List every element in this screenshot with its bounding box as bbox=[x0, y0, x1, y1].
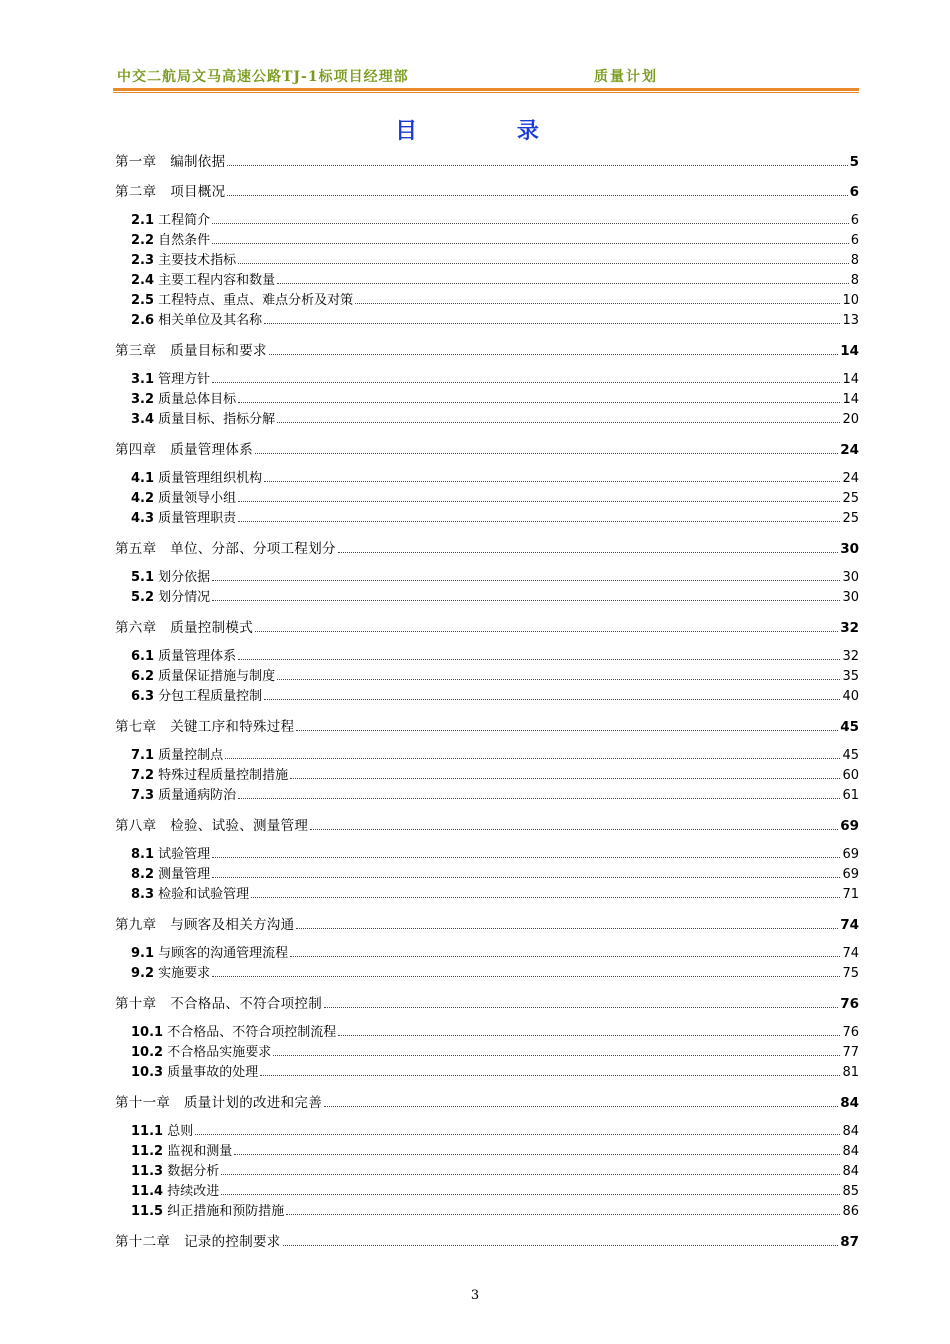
toc-section-entry[interactable] bbox=[131, 249, 859, 268]
toc-section-title: 持续改进 bbox=[167, 1184, 220, 1199]
toc-entry-label bbox=[131, 883, 249, 902]
dot-leader bbox=[212, 877, 840, 878]
toc-page-number: 61 bbox=[842, 788, 859, 803]
dot-leader bbox=[238, 521, 840, 522]
dot-leader bbox=[238, 501, 840, 502]
toc-section-title: 质量事故的处理 bbox=[167, 1065, 259, 1080]
toc-page-number: 60 bbox=[842, 768, 859, 783]
toc-page-number: 69 bbox=[842, 867, 859, 882]
toc-page-number: 84 bbox=[842, 1124, 859, 1139]
toc-section-number: 8.1 bbox=[131, 847, 155, 862]
toc-page-number: 25 bbox=[842, 491, 859, 506]
toc-section-title: 质量通病防治 bbox=[158, 788, 237, 803]
toc-section-entry[interactable] bbox=[131, 1200, 859, 1219]
toc-section-entry[interactable] bbox=[131, 309, 859, 328]
toc-section-number: 8.2 bbox=[131, 867, 155, 882]
header-rule-thin bbox=[113, 92, 859, 93]
toc-chapter-entry[interactable] bbox=[115, 715, 859, 735]
dot-leader bbox=[296, 730, 838, 731]
toc-entry-label bbox=[131, 309, 262, 328]
toc-page-number: 77 bbox=[842, 1045, 859, 1060]
toc-chapter-entry[interactable] bbox=[115, 438, 859, 458]
toc-section-number: 6.3 bbox=[131, 689, 155, 704]
toc-entry-label bbox=[131, 1120, 193, 1139]
toc-page-number: 71 bbox=[842, 887, 859, 902]
toc-section-entry[interactable] bbox=[131, 566, 859, 585]
dot-leader bbox=[260, 1075, 840, 1076]
toc-page-number: 69 bbox=[840, 818, 859, 834]
toc-section-entry[interactable] bbox=[131, 1041, 859, 1060]
toc-section-number: 2.2 bbox=[131, 233, 155, 248]
toc-section-title: 自然条件 bbox=[158, 233, 211, 248]
toc-section-number: 3.4 bbox=[131, 412, 155, 427]
toc-chapter-title: 第二章 项目概况 bbox=[115, 184, 226, 200]
toc-section-number: 10.1 bbox=[131, 1025, 164, 1040]
dot-leader bbox=[324, 1007, 838, 1008]
toc-entry-label bbox=[131, 1140, 232, 1159]
dot-leader bbox=[338, 1035, 840, 1036]
toc-section-title: 数据分析 bbox=[167, 1164, 220, 1179]
toc-section-title: 纠正措施和预防措施 bbox=[167, 1204, 285, 1219]
toc-section-title: 质量保证措施与制度 bbox=[158, 669, 276, 684]
toc-page-number: 74 bbox=[840, 917, 859, 933]
toc-section-number: 3.2 bbox=[131, 392, 155, 407]
toc-section-number: 7.3 bbox=[131, 788, 155, 803]
toc-entry-label bbox=[131, 744, 223, 763]
toc-page-number: 6 bbox=[850, 233, 859, 248]
toc-chapter-title: 第十二章 记录的控制要求 bbox=[115, 1234, 281, 1250]
toc-entry-label bbox=[131, 249, 236, 268]
toc-chapter-title: 第七章 关键工序和特殊过程 bbox=[115, 719, 295, 735]
toc-page-number: 40 bbox=[842, 689, 859, 704]
toc-entry-label bbox=[131, 507, 236, 526]
toc-page-number: 74 bbox=[842, 946, 859, 961]
toc-section-entry[interactable] bbox=[131, 1180, 859, 1199]
toc-page-number: 84 bbox=[842, 1144, 859, 1159]
dot-leader bbox=[310, 829, 838, 830]
toc-section-title: 测量管理 bbox=[158, 867, 211, 882]
toc-section-title: 主要技术指标 bbox=[158, 253, 237, 268]
toc-section-number: 2.4 bbox=[131, 273, 155, 288]
toc-section-title: 总则 bbox=[167, 1124, 194, 1139]
toc-chapter-entry[interactable] bbox=[115, 339, 859, 359]
toc-section-entry[interactable] bbox=[131, 1160, 859, 1179]
toc-section-title: 工程简介 bbox=[158, 213, 211, 228]
toc-entry-label bbox=[131, 1200, 284, 1219]
toc-page-number: 75 bbox=[842, 966, 859, 981]
toc-page-number: 86 bbox=[842, 1204, 859, 1219]
toc-section-number: 2.3 bbox=[131, 253, 155, 268]
toc-section-entry[interactable] bbox=[131, 843, 859, 862]
toc-chapter-entry[interactable] bbox=[115, 992, 859, 1012]
dot-leader bbox=[277, 679, 840, 680]
toc-section-title: 相关单位及其名称 bbox=[158, 313, 263, 328]
toc-section-number: 8.3 bbox=[131, 887, 155, 902]
toc-section-title: 检验和试验管理 bbox=[158, 887, 250, 902]
dot-leader bbox=[212, 223, 849, 224]
toc-section-number: 10.2 bbox=[131, 1045, 164, 1060]
dot-leader bbox=[195, 1134, 840, 1135]
toc-entry-label bbox=[131, 843, 210, 862]
toc-entry-label bbox=[131, 368, 210, 387]
dot-leader bbox=[264, 481, 840, 482]
toc-section-title: 试验管理 bbox=[158, 847, 211, 862]
toc-chapter-entry[interactable] bbox=[115, 150, 859, 170]
toc-section-entry[interactable] bbox=[131, 645, 859, 664]
toc-entry-label bbox=[131, 645, 236, 664]
toc-section-entry[interactable] bbox=[131, 665, 859, 684]
toc-page-number: 5 bbox=[849, 154, 859, 170]
toc-page-number: 35 bbox=[842, 669, 859, 684]
dot-leader bbox=[283, 1245, 839, 1246]
dot-leader bbox=[212, 976, 840, 977]
dot-leader bbox=[277, 422, 840, 423]
toc-entry-label bbox=[131, 942, 288, 961]
toc-section-title: 实施要求 bbox=[158, 966, 211, 981]
toc-section-title: 不合格品、不符合项控制流程 bbox=[167, 1025, 337, 1040]
toc-section-number: 7.1 bbox=[131, 748, 155, 763]
toc-section-number: 11.5 bbox=[131, 1204, 164, 1219]
toc-chapter-title: 第十一章 质量计划的改进和完善 bbox=[115, 1095, 322, 1111]
toc-section-number: 10.3 bbox=[131, 1065, 164, 1080]
dot-leader bbox=[290, 956, 840, 957]
toc-page-number: 85 bbox=[842, 1184, 859, 1199]
toc-section-number: 3.1 bbox=[131, 372, 155, 387]
toc-section-entry[interactable] bbox=[131, 883, 859, 902]
toc-section-title: 工程特点、重点、难点分析及对策 bbox=[158, 293, 354, 308]
toc-section-entry[interactable] bbox=[131, 368, 859, 387]
toc-chapter-title: 第九章 与顾客及相关方沟通 bbox=[115, 917, 295, 933]
dot-leader bbox=[338, 552, 838, 553]
dot-leader bbox=[238, 659, 840, 660]
dot-leader bbox=[273, 1055, 840, 1056]
toc-section-number: 4.1 bbox=[131, 471, 155, 486]
dot-leader bbox=[212, 243, 849, 244]
toc-section-title: 质量管理组织机构 bbox=[158, 471, 263, 486]
page-header bbox=[113, 64, 859, 86]
toc-section-title: 质量控制点 bbox=[158, 748, 224, 763]
toc-entry-label bbox=[131, 1021, 336, 1040]
toc-section-title: 分包工程质量控制 bbox=[158, 689, 263, 704]
dot-leader bbox=[221, 1174, 840, 1175]
toc-section-entry[interactable] bbox=[131, 507, 859, 526]
toc-section-number: 5.2 bbox=[131, 590, 155, 605]
dot-leader bbox=[212, 382, 840, 383]
toc-page-number: 87 bbox=[840, 1234, 859, 1250]
dot-leader bbox=[212, 580, 840, 581]
dot-leader bbox=[296, 928, 838, 929]
toc-entry-label bbox=[131, 764, 288, 783]
toc-section-title: 不合格品实施要求 bbox=[167, 1045, 272, 1060]
toc-page-number: 24 bbox=[840, 442, 859, 458]
toc-chapter-entry[interactable] bbox=[115, 1091, 859, 1111]
dot-leader bbox=[238, 798, 840, 799]
header-document-title: 质量计划 bbox=[594, 69, 658, 85]
toc-page-number: 84 bbox=[840, 1095, 859, 1111]
toc-chapter-entry[interactable] bbox=[115, 1230, 859, 1250]
dot-leader bbox=[221, 1194, 840, 1195]
toc-section-entry[interactable] bbox=[131, 784, 859, 803]
toc-entry-label bbox=[131, 1160, 219, 1179]
toc-entry-label bbox=[131, 269, 275, 288]
toc-entry-label bbox=[131, 962, 210, 981]
toc-section-number: 5.1 bbox=[131, 570, 155, 585]
toc-chapter-title: 第十章 不合格品、不符合项控制 bbox=[115, 996, 322, 1012]
toc-section-number: 11.1 bbox=[131, 1124, 164, 1139]
dot-leader bbox=[324, 1106, 838, 1107]
toc-page-number: 10 bbox=[842, 293, 859, 308]
toc-page-number: 24 bbox=[842, 471, 859, 486]
toc-section-title: 质量总体目标 bbox=[158, 392, 237, 407]
toc-section-title: 与顾客的沟通管理流程 bbox=[158, 946, 289, 961]
toc-chapter-title: 第四章 质量管理体系 bbox=[115, 442, 253, 458]
toc-section-entry[interactable] bbox=[131, 467, 859, 486]
toc-section-entry[interactable] bbox=[131, 1021, 859, 1040]
toc-section-entry[interactable] bbox=[131, 1120, 859, 1139]
toc-section-number: 4.3 bbox=[131, 511, 155, 526]
toc-section-entry[interactable] bbox=[131, 289, 859, 308]
dot-leader bbox=[277, 283, 849, 284]
dot-leader bbox=[255, 631, 838, 632]
toc-section-entry[interactable] bbox=[131, 487, 859, 506]
dot-leader bbox=[264, 699, 840, 700]
toc-entry-label bbox=[131, 1180, 219, 1199]
toc-section-number: 6.1 bbox=[131, 649, 155, 664]
toc-section-title: 质量管理职责 bbox=[158, 511, 237, 526]
toc-page-number: 30 bbox=[840, 541, 859, 557]
dot-leader bbox=[227, 195, 847, 196]
toc-section-number: 11.3 bbox=[131, 1164, 164, 1179]
toc-page-number: 25 bbox=[842, 511, 859, 526]
toc-chapter-entry[interactable] bbox=[115, 913, 859, 933]
toc-section-entry[interactable] bbox=[131, 962, 859, 981]
toc-entry-label bbox=[131, 685, 262, 704]
toc-page-number: 81 bbox=[842, 1065, 859, 1080]
toc-page-number: 14 bbox=[842, 372, 859, 387]
toc-chapter-title: 第八章 检验、试验、测量管理 bbox=[115, 818, 309, 834]
dot-leader bbox=[227, 165, 847, 166]
toc-section-entry[interactable] bbox=[131, 586, 859, 605]
dot-leader bbox=[234, 1154, 840, 1155]
toc-entry-label bbox=[131, 1041, 271, 1060]
toc-chapter-title: 第一章 编制依据 bbox=[115, 154, 226, 170]
toc-section-entry[interactable] bbox=[131, 685, 859, 704]
toc-section-number: 2.1 bbox=[131, 213, 155, 228]
toc-page-number: 45 bbox=[842, 748, 859, 763]
toc-entry-label bbox=[131, 1061, 258, 1080]
toc-page-number: 6 bbox=[850, 213, 859, 228]
toc-entry-label bbox=[131, 209, 210, 228]
toc-page-number: 69 bbox=[842, 847, 859, 862]
dot-leader bbox=[290, 778, 840, 779]
toc-section-entry[interactable] bbox=[131, 863, 859, 882]
toc-section-title: 质量管理体系 bbox=[158, 649, 237, 664]
toc-section-title: 划分情况 bbox=[158, 590, 211, 605]
toc-page-number: 30 bbox=[842, 590, 859, 605]
toc-entry-label bbox=[131, 487, 236, 506]
toc-section-number: 2.6 bbox=[131, 313, 155, 328]
toc-section-number: 4.2 bbox=[131, 491, 155, 506]
page-number: 3 bbox=[470, 1288, 480, 1303]
dot-leader bbox=[264, 323, 840, 324]
toc-entry-label bbox=[131, 467, 262, 486]
toc-page-number: 45 bbox=[840, 719, 859, 735]
toc-page-number: 6 bbox=[849, 184, 859, 200]
toc-page-number: 84 bbox=[842, 1164, 859, 1179]
dot-leader bbox=[225, 758, 840, 759]
toc-chapter-title: 第六章 质量控制模式 bbox=[115, 620, 253, 636]
toc-section-title: 主要工程内容和数量 bbox=[158, 273, 276, 288]
toc-chapter-entry[interactable] bbox=[115, 537, 859, 557]
toc-section-number: 9.1 bbox=[131, 946, 155, 961]
toc-title: 目 录 bbox=[395, 119, 585, 144]
toc-section-number: 9.2 bbox=[131, 966, 155, 981]
dot-leader bbox=[251, 897, 840, 898]
toc-chapter-entry[interactable] bbox=[115, 180, 859, 200]
toc-page-number: 30 bbox=[842, 570, 859, 585]
toc-section-title: 划分依据 bbox=[158, 570, 211, 585]
toc-entry-label bbox=[131, 408, 275, 427]
dot-leader bbox=[355, 303, 840, 304]
toc-page-number: 32 bbox=[840, 620, 859, 636]
toc-chapter-title: 第三章 质量目标和要求 bbox=[115, 343, 267, 359]
toc-section-title: 特殊过程质量控制措施 bbox=[158, 768, 289, 783]
toc-section-number: 11.4 bbox=[131, 1184, 164, 1199]
header-organization: 中交二航局文马高速公路TJ-1标项目经理部 bbox=[117, 69, 409, 85]
toc-chapter-entry[interactable] bbox=[115, 814, 859, 834]
toc-page-number: 76 bbox=[840, 996, 859, 1012]
dot-leader bbox=[238, 402, 840, 403]
toc-section-title: 监视和测量 bbox=[167, 1144, 233, 1159]
toc-entry-label bbox=[131, 289, 353, 308]
toc-section-entry[interactable] bbox=[131, 209, 859, 228]
toc-entry-label bbox=[131, 388, 236, 407]
toc-section-number: 11.2 bbox=[131, 1144, 164, 1159]
toc-entry-label bbox=[131, 566, 210, 585]
toc-section-entry[interactable] bbox=[131, 388, 859, 407]
toc-entry-label bbox=[131, 863, 210, 882]
toc-section-number: 7.2 bbox=[131, 768, 155, 783]
dot-leader bbox=[212, 600, 840, 601]
dot-leader bbox=[286, 1214, 840, 1215]
header-rule bbox=[113, 88, 859, 91]
toc-section-entry[interactable] bbox=[131, 1061, 859, 1080]
toc-page-number: 8 bbox=[850, 253, 859, 268]
toc-section-entry[interactable] bbox=[131, 764, 859, 783]
toc-entry-label bbox=[131, 665, 275, 684]
toc-page-number: 8 bbox=[850, 273, 859, 288]
toc-section-entry[interactable] bbox=[131, 269, 859, 288]
toc-section-title: 管理方针 bbox=[158, 372, 211, 387]
toc-page-number: 20 bbox=[842, 412, 859, 427]
dot-leader bbox=[255, 453, 838, 454]
toc-page-number: 14 bbox=[842, 392, 859, 407]
toc-section-entry[interactable] bbox=[131, 942, 859, 961]
toc-page-number: 14 bbox=[840, 343, 859, 359]
toc-entry-label bbox=[131, 229, 210, 248]
toc-entry-label bbox=[131, 586, 210, 605]
toc-section-number: 6.2 bbox=[131, 669, 155, 684]
toc-section-entry[interactable] bbox=[131, 229, 859, 248]
toc-section-number: 2.5 bbox=[131, 293, 155, 308]
dot-leader bbox=[269, 354, 838, 355]
toc-chapter-title: 第五章 单位、分部、分项工程划分 bbox=[115, 541, 336, 557]
toc-page-number: 32 bbox=[842, 649, 859, 664]
toc-section-entry[interactable] bbox=[131, 744, 859, 763]
toc-page-number: 13 bbox=[842, 313, 859, 328]
toc-page-number: 76 bbox=[842, 1025, 859, 1040]
toc-section-title: 质量领导小组 bbox=[158, 491, 237, 506]
toc-entry-label bbox=[131, 784, 236, 803]
dot-leader bbox=[212, 857, 840, 858]
dot-leader bbox=[238, 263, 849, 264]
toc-section-entry[interactable] bbox=[131, 1140, 859, 1159]
toc-section-title: 质量目标、指标分解 bbox=[158, 412, 276, 427]
toc-chapter-entry[interactable] bbox=[115, 616, 859, 636]
toc-section-entry[interactable] bbox=[131, 408, 859, 427]
